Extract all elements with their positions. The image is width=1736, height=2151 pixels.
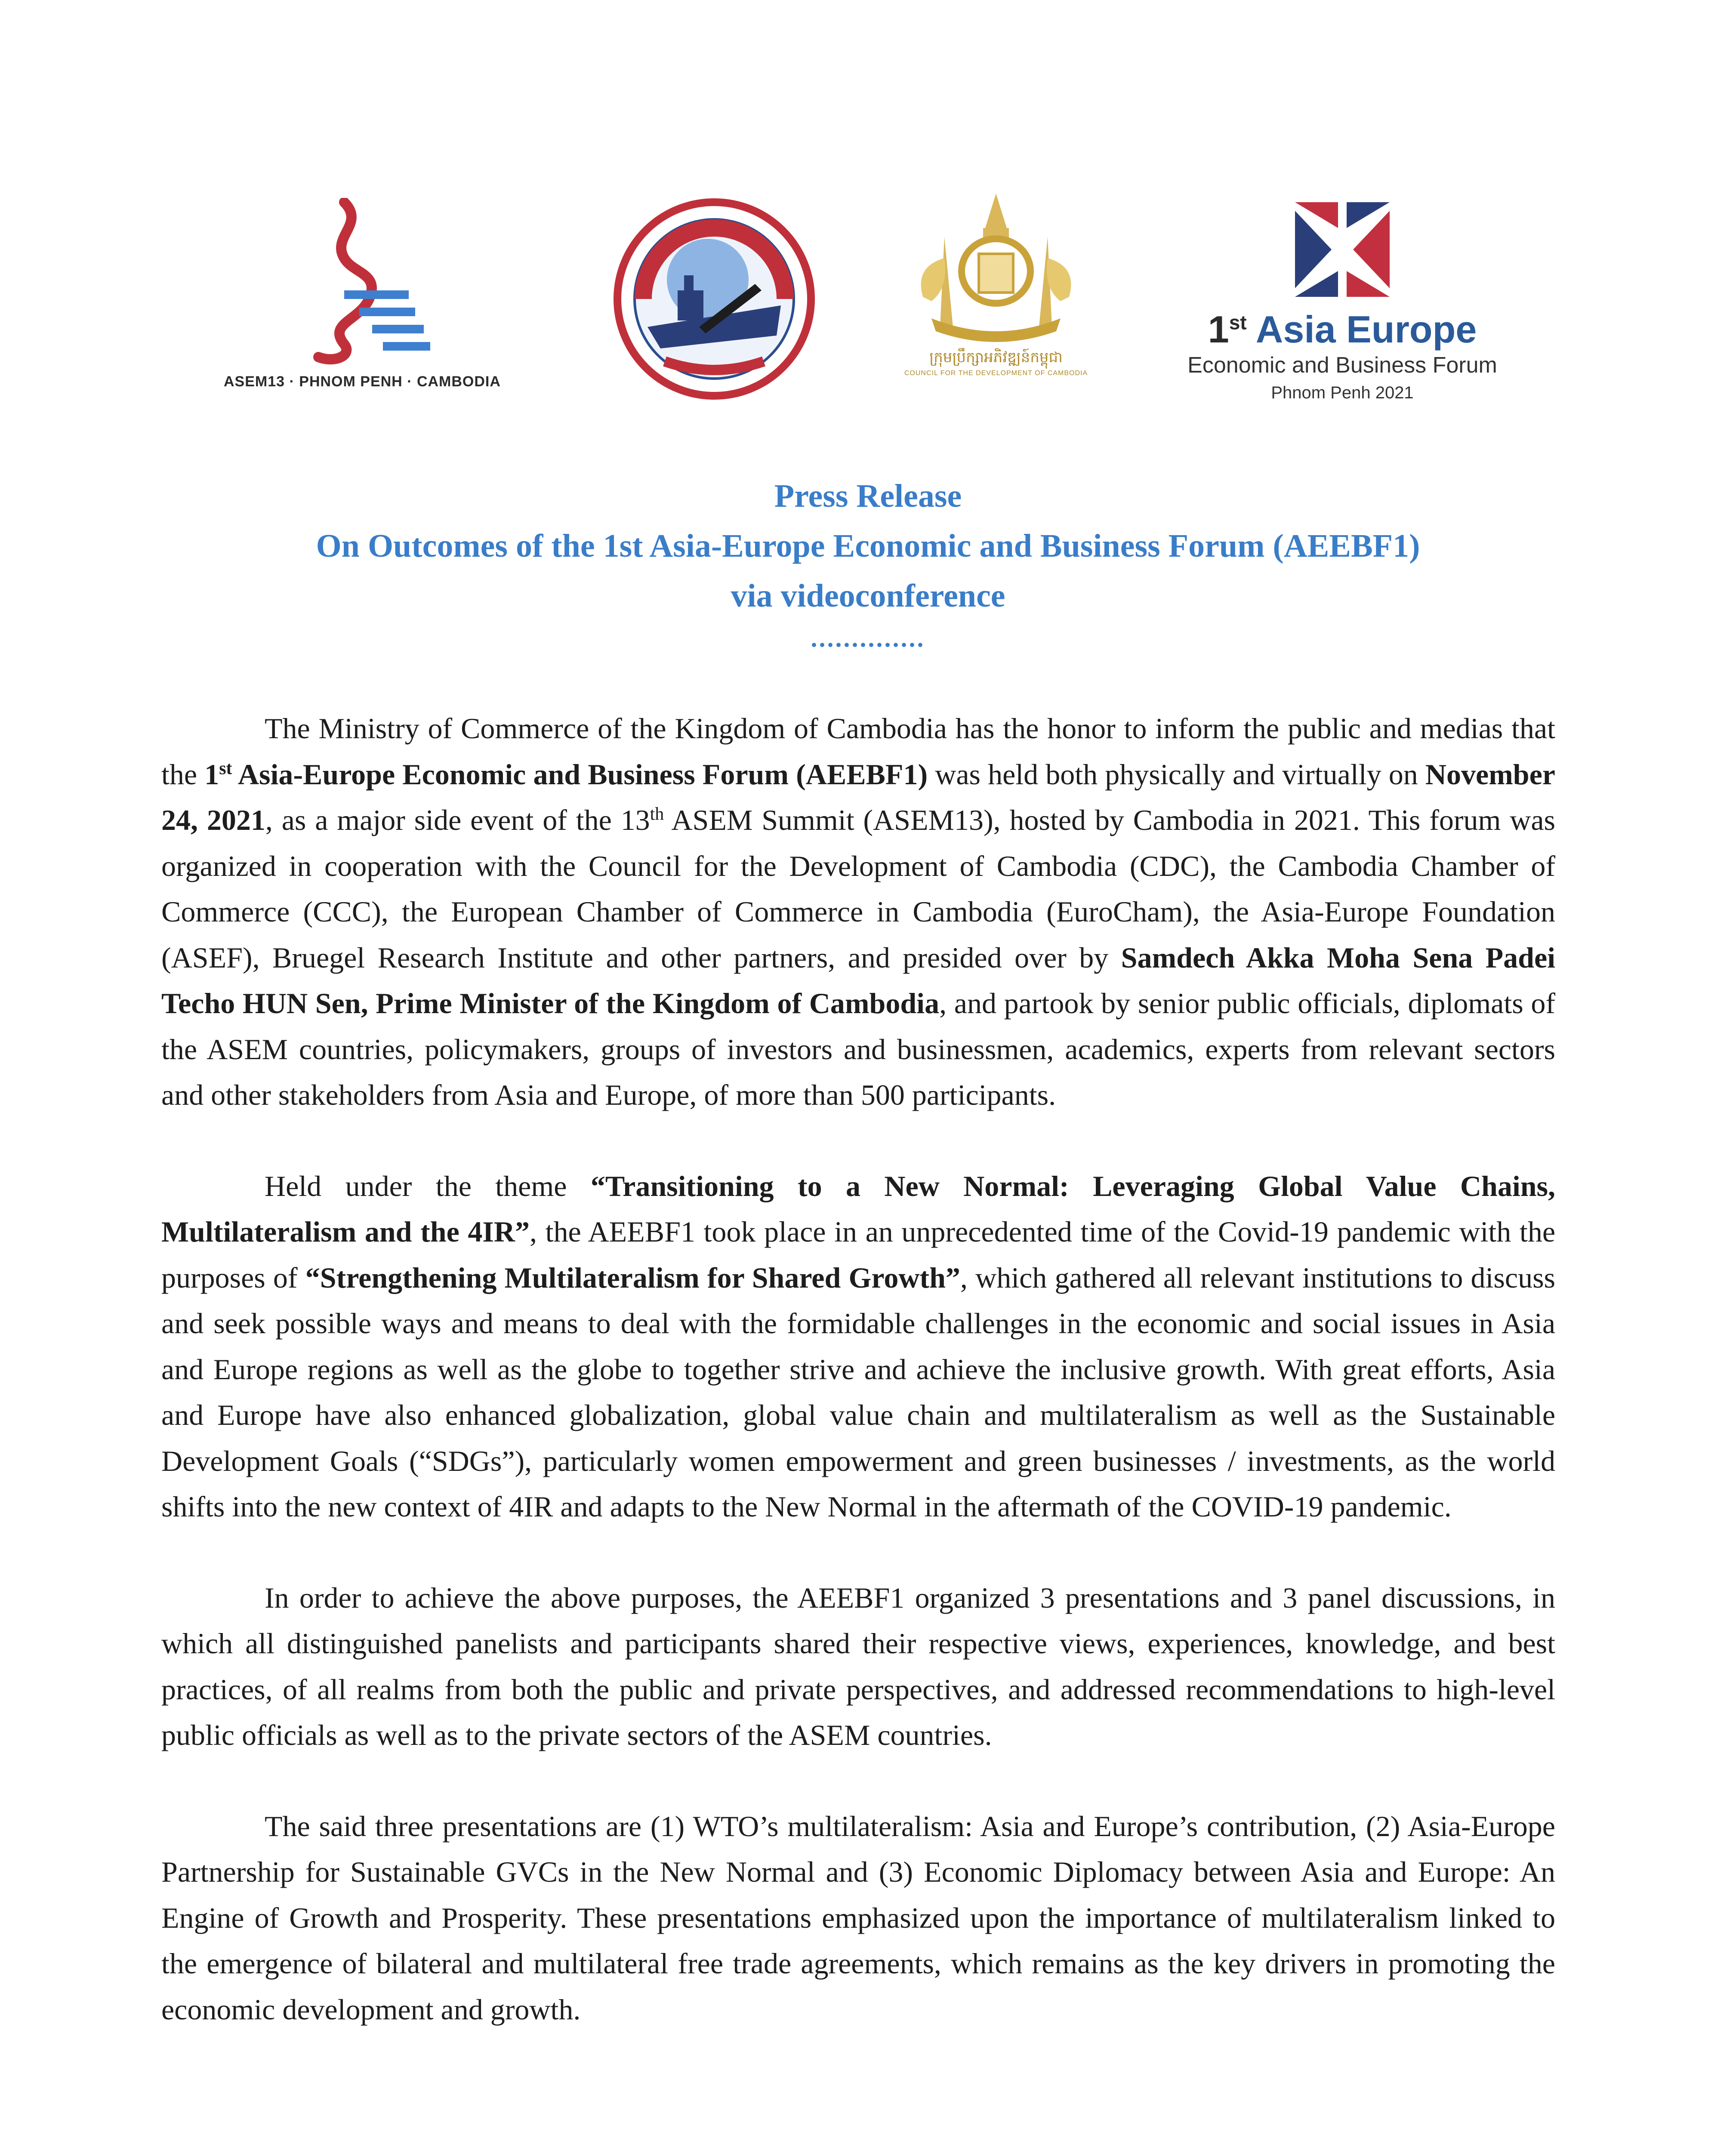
paragraph-1 xyxy=(161,706,1555,1118)
paragraph-gap xyxy=(161,1758,1555,1803)
paragraph-gap xyxy=(161,1118,1555,1163)
cdc-caption-khmer: ក្រុមប្រឹក្សាអភិវឌ្ឍន៍កម្ពុជា xyxy=(929,349,1063,366)
p2-text-1: Held under the theme xyxy=(265,1169,591,1202)
p1-text-2: was held both physically and virtually on xyxy=(928,758,1425,791)
p1-text-4: , and partook by senior public officials, diplomats of the ASEM countries, policymakers, groups of investors and businessmen, academics, experts from relevant sectors and other stakeholders from Asia and Europe, of more than 500 participants. xyxy=(161,987,1556,1111)
p1-text-3b: ASEM Summit (ASEM13), hosted by Cambodia in 2021. This forum was organized in cooperation with the Council for the Development of Cambodia (CDC), the Cambodia Chamber of Commerce (CCC), the European Chamber of Commerce in Cambodia (EuroCham), the Asia-Europe Foundation (ASEF), Bruegel Research Institute and other partners, and presided over by xyxy=(161,804,1556,974)
heading-line-videoconference: via videoconference xyxy=(731,578,1005,614)
p2-bold-theme: “Transitioning to a New Normal: Leveraging Global Value Chains, Multilateralism and the 4IR” xyxy=(161,1169,1555,1248)
asem13-swirl-logo-icon xyxy=(280,198,435,370)
royal-coat-of-arms-icon xyxy=(906,189,1086,344)
ministry-of-commerce-seal-icon xyxy=(613,198,815,400)
p2-text-3: , which gathered all relevant institutions to discuss and seek possible ways and means to deal with the formidable challenges in the economic and social issues in Asia and Europe regions as well as the globe to together strive and achieve the inclusive growth. With great efforts, Asia and Europe have also enhanced globalization, global value chain and multilateralism as well as the Sustainable Development Goals (“SDGs”), particularly women empowerment and green businesses / investments, as the world shifts into the new context of 4IR and adapts to the New Normal in the aftermath of the COVID-19 pandemic. xyxy=(161,1261,1556,1523)
p1-text-3a: , as a major side event of the 13 xyxy=(265,804,650,836)
aeebf-title-text: Asia Europe xyxy=(1255,308,1477,351)
p1-bold-ordinal: st xyxy=(219,758,232,778)
aeebf-subtitle: Economic and Business Forum xyxy=(1187,353,1497,378)
aeebf-number: 1 xyxy=(1208,308,1229,351)
aeebf-title xyxy=(1153,308,1532,351)
press-release-body xyxy=(161,706,1555,2032)
asem13-caption: ASEM13 · PHNOM PENH · CAMBODIA xyxy=(224,373,501,390)
cdc-logo xyxy=(876,189,1116,422)
p1-text-ordinal: th xyxy=(650,804,664,824)
p2-bold-purpose: “Strengthening Multilateralism for Shared Growth” xyxy=(305,1261,960,1294)
aeebf-triangles-logo-icon xyxy=(1291,198,1394,301)
paragraph-2 xyxy=(161,1163,1555,1530)
p1-bold-number: 1 xyxy=(204,758,219,791)
ministry-of-commerce-logo xyxy=(613,198,815,400)
aeebf-ordinal: st xyxy=(1229,311,1247,334)
cdc-caption-english: COUNCIL FOR THE DEVELOPMENT OF CAMBODIA xyxy=(904,370,1088,377)
p1-text-1: The Ministry of Commerce of the Kingdom of Cambodia has the honor to inform the public and medias that the xyxy=(161,712,1555,791)
p1-bold-prime-minister: Samdech Akka Moha Sena Padei Techo HUN Sen, Prime Minister of the Kingdom of Cambodia xyxy=(161,941,1556,1020)
p1-bold-date: November 24, 2021 xyxy=(161,758,1555,836)
aeebf-logo xyxy=(1153,198,1532,422)
logo-bar xyxy=(0,189,1736,430)
paragraph-4: The said three presentations are (1) WTO’s multilateralism: Asia and Europe’s contribution, (2) Asia-Europe Partnership for Sustainable GVCs in the New Normal and (3) Economic Diplomacy between Asia and Europe: An Engine of Growth and Prosperity. These presentations emphasized upon the importance of multilateralism linked to the emergence of bilateral and multilateral free trade agreements, which remains as the key drivers in promoting the economic development and growth. xyxy=(161,1809,1555,2026)
paragraph-3: In order to achieve the above purposes, the AEEBF1 organized 3 presentations and 3 panel discussions, in which all distinguished panelists and participants shared their respective views, experiences, knowledge, and best practices, of all realms from both the public and private perspectives, and addressed recommendations to high-level public officials as well as to the private sectors of the ASEM countries. xyxy=(161,1581,1555,1751)
paragraph-gap xyxy=(161,1530,1555,1575)
heading-separator: .............. xyxy=(811,624,925,652)
heading-line-outcomes: On Outcomes of the 1st Asia-Europe Economic and Business Forum (AEEBF1) xyxy=(316,528,1420,564)
asem13-logo xyxy=(224,198,501,413)
heading-line-press-release: Press Release xyxy=(774,478,962,514)
p1-bold-forum xyxy=(204,758,928,791)
p2-text-2: , the AEEBF1 took place in an unprecedented time of the Covid-19 pandemic with the purposes of xyxy=(161,1215,1555,1294)
press-release-heading xyxy=(0,471,1736,655)
p1-bold-forum-name: Asia-Europe Economic and Business Forum (AEEBF1) xyxy=(232,758,928,791)
aeebf-location: Phnom Penh 2021 xyxy=(1271,383,1414,402)
